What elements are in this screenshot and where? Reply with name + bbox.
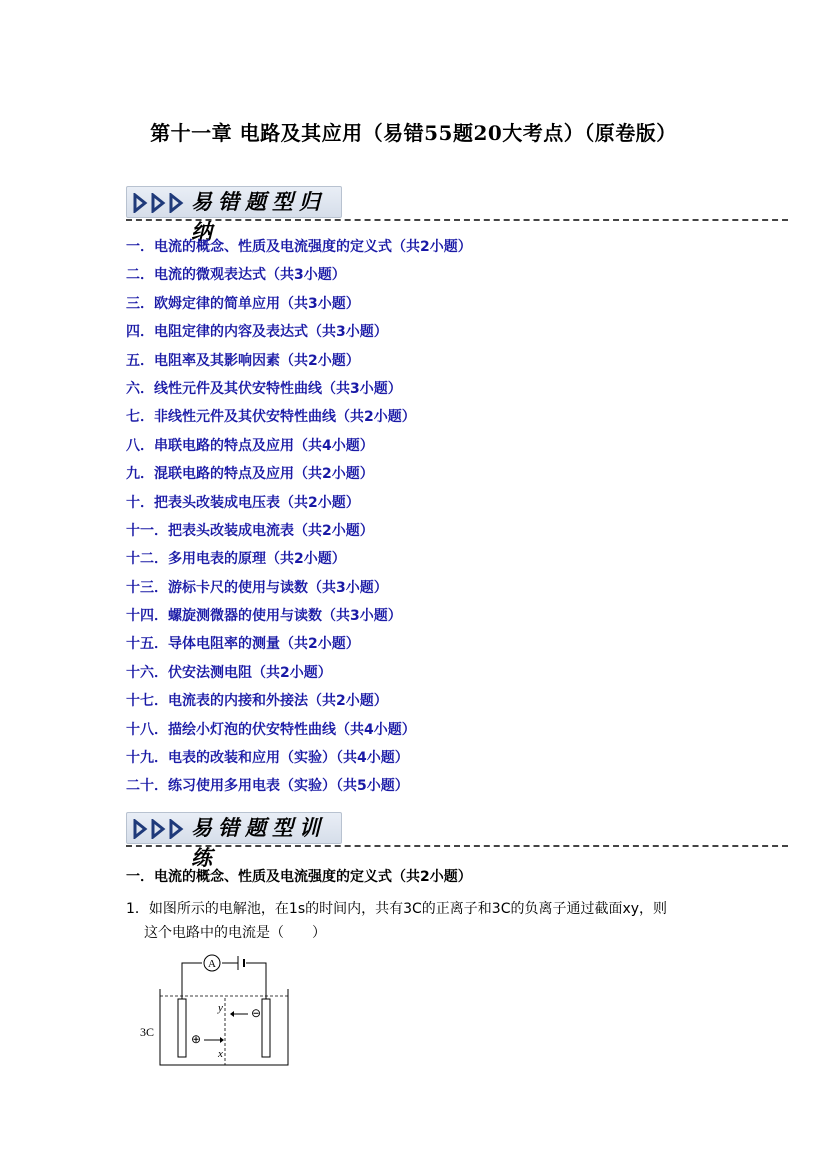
topic-item[interactable]: 六．线性元件及其伏安特性曲线（共3小题） [126,380,402,397]
topic-item[interactable]: 十七．电流表的内接和外接法（共2小题） [126,693,388,710]
topic-item[interactable]: 十三．游标卡尺的使用与读数（共3小题） [126,579,388,596]
banner-practice-label: 易错题型训练 [191,816,326,870]
banner-practice [126,812,788,870]
topic-item[interactable]: 五．电阻率及其影响因素（共2小题） [126,352,360,369]
charge-label: 3C [140,1025,155,1039]
triple-arrow-icon [133,819,189,839]
electrolytic-cell-diagram [140,953,300,1073]
topic-item[interactable]: 四．电阻定律的内容及表达式（共3小题） [126,324,388,341]
topic-item[interactable]: 十九．电表的改装和应用（实验）（共4小题） [126,750,409,767]
question-1 [126,897,667,945]
banner-summary-label: 易错题型归纳 [191,190,326,244]
ammeter-label: A [208,958,216,970]
banner-summary [126,186,788,244]
banner-divider [126,219,788,221]
page-title: 第十一章 电路及其应用（易错55题20大考点）（原卷版） [150,121,677,145]
topic-item[interactable]: 三．欧姆定律的简单应用（共3小题） [126,295,360,312]
topic-item[interactable]: 十六．伏安法测电阻（共2小题） [126,664,332,681]
topic-item[interactable]: 十二．多用电表的原理（共2小题） [126,551,346,568]
banner-badge [126,812,342,870]
topic-item[interactable]: 十五．导体电阻率的测量（共2小题） [126,636,360,653]
topic-list [126,235,472,803]
right-electrode [262,999,270,1057]
banner-divider [126,845,788,847]
topic-item[interactable]: 十四．螺旋测微器的使用与读数（共3小题） [126,608,402,625]
label-y: y [218,1002,223,1014]
banner-badge [126,186,342,244]
topic-item[interactable]: 八．串联电路的特点及应用（共4小题） [126,437,374,454]
topic-item[interactable]: 七．非线性元件及其伏安特性曲线（共2小题） [126,409,416,426]
topic-item[interactable]: 二十．练习使用多用电表（实验）（共5小题） [126,778,409,795]
negative-ion-icon: ⊖ [250,1006,262,1020]
positive-ion-icon: ⊕ [190,1032,202,1046]
topic-item[interactable]: 十一．把表头改装成电流表（共2小题） [126,522,374,539]
topic-item[interactable]: 一．电流的概念、性质及电流强度的定义式（共2小题） [126,239,472,255]
question-1-line2: 这个电路中的电流是（ ） [144,925,326,941]
topic-item[interactable]: 二．电流的微观表达式（共3小题） [126,267,346,284]
topic-item[interactable]: 十八．描绘小灯泡的伏安特性曲线（共4小题） [126,721,416,738]
topic-item[interactable]: 十．把表头改装成电压表（共2小题） [126,494,360,511]
question-1-line1: 1．如图所示的电解池，在1s的时间内，共有3C的正离子和3C的负离子通过截面xy，则 [126,901,668,917]
topic-item[interactable]: 九．混联电路的特点及应用（共2小题） [126,466,374,483]
triple-arrow-icon [133,193,189,213]
label-x: x [218,1048,223,1060]
section-heading: 一．电流的概念、性质及电流强度的定义式（共2小题） [126,869,472,885]
left-electrode [178,999,186,1057]
